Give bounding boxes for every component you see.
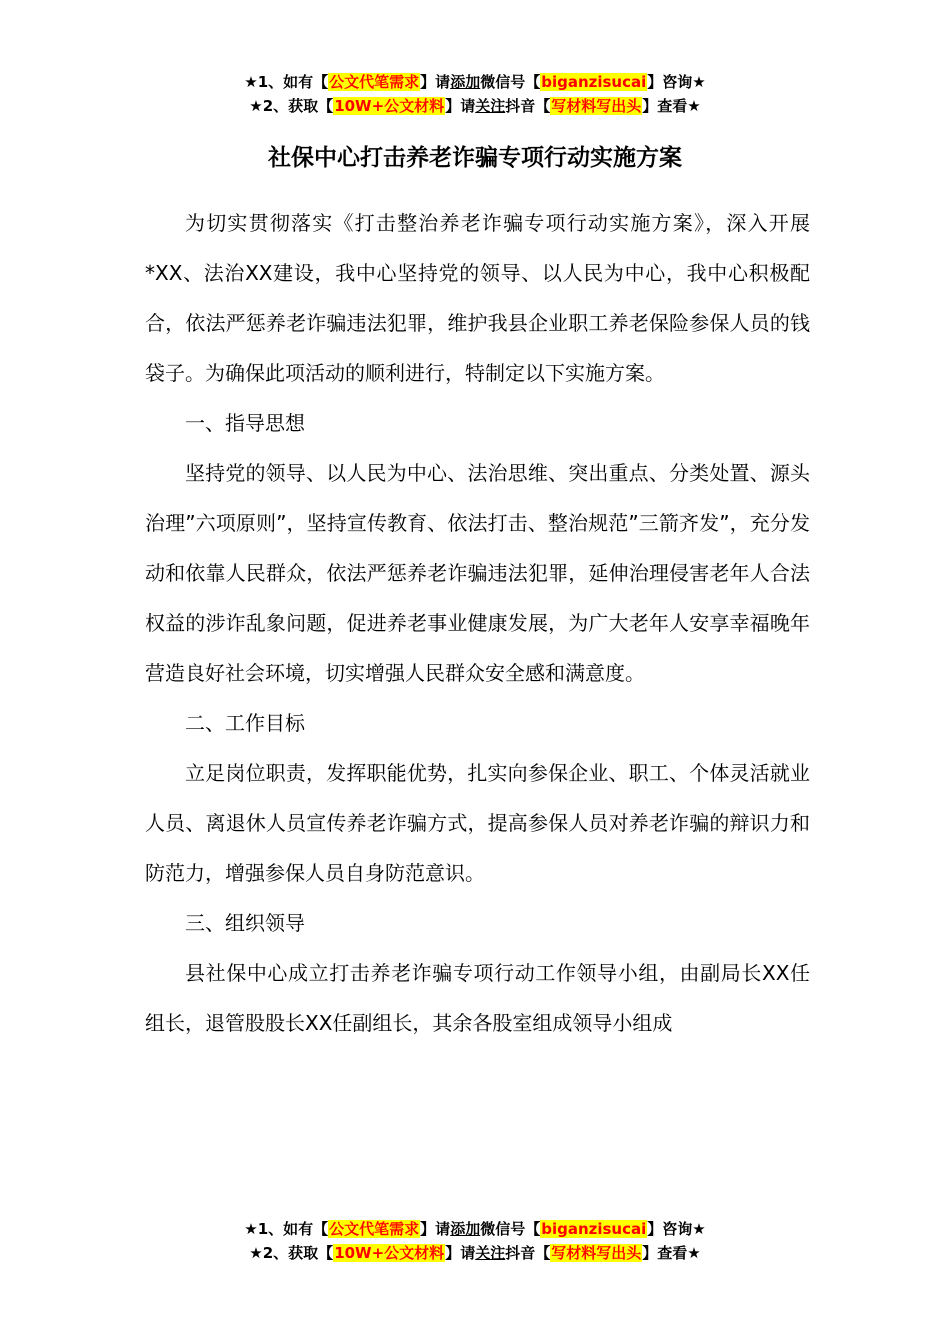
highlight-douyin: 写材料写出头 <box>551 1244 642 1262</box>
highlight-service: 公文代笔需求 <box>329 73 420 91</box>
highlight-douyin: 写材料写出头 <box>551 97 642 115</box>
header-banner <box>0 70 950 118</box>
highlight-service: 公文代笔需求 <box>329 1220 420 1238</box>
paragraph-organization: 县社保中心成立打击养老诈骗专项行动工作领导小组，由副局长XX任组长，退管股股长XX任副组长，其余各股室组成领导小组成 <box>145 961 810 1035</box>
highlight-materials: 10W+公文材料 <box>334 97 445 115</box>
section-heading-2: 二、工作目标 <box>185 711 305 735</box>
document-title: 社保中心打击养老诈骗专项行动实施方案 <box>268 145 682 171</box>
section-heading-3: 三、组织领导 <box>185 911 305 935</box>
paragraph-work-goals: 立足岗位职责，发挥职能优势，扎实向参保企业、职工、个体灵活就业人员、离退休人员宣传养老诈骗方式，提高参保人员对养老诈骗的辩识力和防范力，增强参保人员自身防范意识。 <box>145 761 810 885</box>
footer-banner <box>0 1217 950 1265</box>
banner-line-1: ★1、如有【公文代笔需求】请添加微信号【biganzisucai】咨询★ <box>244 73 706 91</box>
paragraph-intro: 为切实贯彻落实《打击整治养老诈骗专项行动实施方案》，深入开展*XX、法治XX建设，我中心坚持党的领导、以人民为中心，我中心积极配合，依法严惩养老诈骗违法犯罪，维护我县企业职工养老保险参保人员的钱袋子。为确保此项活动的顺利进行，特制定以下实施方案。 <box>145 211 810 385</box>
document-body <box>145 198 810 1048</box>
highlight-materials: 10W+公文材料 <box>334 1244 445 1262</box>
highlight-wechat-id: biganzisucai <box>541 73 647 91</box>
paragraph-guiding-ideology: 坚持党的领导、以人民为中心、法治思维、突出重点、分类处置、源头治理”六项原则”，坚持宣传教育、依法打击、整治规范”三箭齐发”，充分发动和依靠人民群众，依法严惩养老诈骗违法犯罪，延伸治理侵害老年人合法权益的涉诈乱象问题，促进养老事业健康发展，为广大老年人安享幸福晚年营造良好社会环境，切实增强人民群众安全感和满意度。 <box>145 461 810 685</box>
banner-line-2: ★2、获取【10W+公文材料】请关注抖音【写材料写出头】查看★ <box>249 97 701 115</box>
highlight-wechat-id: biganzisucai <box>541 1220 647 1238</box>
footer-line-2: ★2、获取【10W+公文材料】请关注抖音【写材料写出头】查看★ <box>249 1244 701 1262</box>
footer-line-1: ★1、如有【公文代笔需求】请添加微信号【biganzisucai】咨询★ <box>244 1220 706 1238</box>
section-heading-1: 一、指导思想 <box>185 411 305 435</box>
